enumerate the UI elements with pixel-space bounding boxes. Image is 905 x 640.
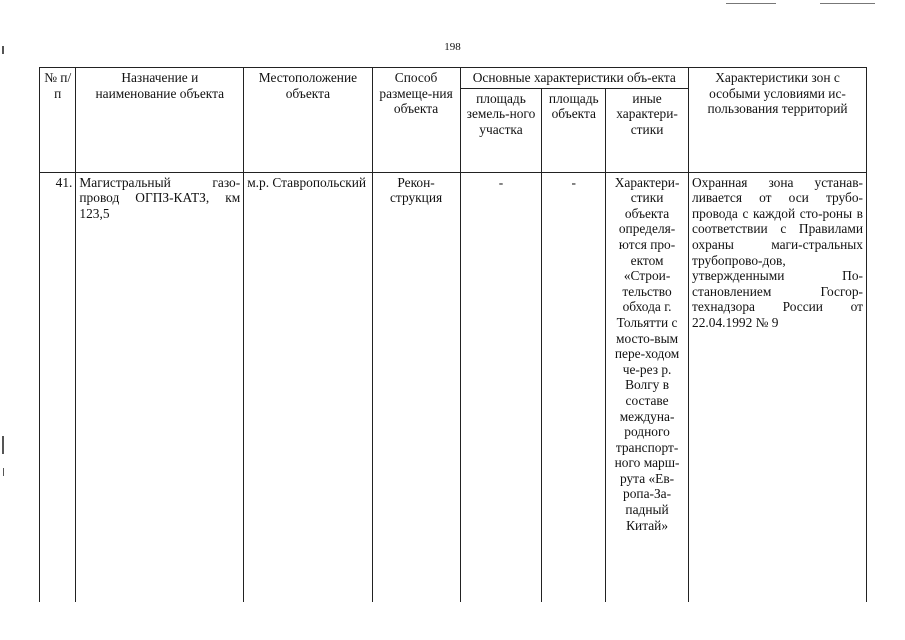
cell-name: Магистральный газо-провод ОГПЗ-КАТЗ, км 123,5 xyxy=(76,172,244,602)
cell-num: 41. xyxy=(40,172,76,602)
scan-edge-mark xyxy=(3,468,4,476)
header-object-area: площадь объекта xyxy=(542,88,606,172)
page-number: 198 xyxy=(444,41,461,53)
header-location: Местоположение объекта xyxy=(244,68,372,173)
scan-edge-mark xyxy=(2,436,4,454)
header-num: № п/п xyxy=(40,68,76,173)
cell-location: м.р. Ставропольский xyxy=(244,172,372,602)
header-name: Назначение и наименование объекта xyxy=(76,68,244,173)
cell-method: Рекон-струкция xyxy=(372,172,460,602)
header-main-characteristics: Основные характеристики объ-екта xyxy=(460,68,688,89)
table-row xyxy=(40,172,867,602)
header-land-area: площадь земель-ного участка xyxy=(460,88,542,172)
cell-object-area: - xyxy=(542,172,606,602)
cell-other-characteristics: Характери-стики объекта определя-ются про-ектом «Строи-тельство обхода г. Тольятти с мосто-вым пере-ходом че-рез р. Волгу в составе междуна-родного транспорт-ного марш-рута «Ев-ропа-За-падный Китай» xyxy=(606,172,689,602)
scan-edge-line xyxy=(726,3,776,4)
scan-edge-line xyxy=(820,3,875,4)
objects-table xyxy=(39,67,867,602)
cell-zone-characteristics: Охранная зона устанав-ливается от оси трубо-провода с каждой сто-роны в соответствии с Правилами охраны маги-стральных трубопрово-дов, утвержденными По-становлением Госгор-технадзора России от 22.04.1992 № 9 xyxy=(689,172,867,602)
header-other-characteristics: иные характери-стики xyxy=(606,88,689,172)
header-zone-characteristics: Характеристики зон с особыми условиями ис-пользования территорий xyxy=(689,68,867,173)
header-method: Способ размеще-ния объекта xyxy=(372,68,460,173)
cell-land-area: - xyxy=(460,172,542,602)
